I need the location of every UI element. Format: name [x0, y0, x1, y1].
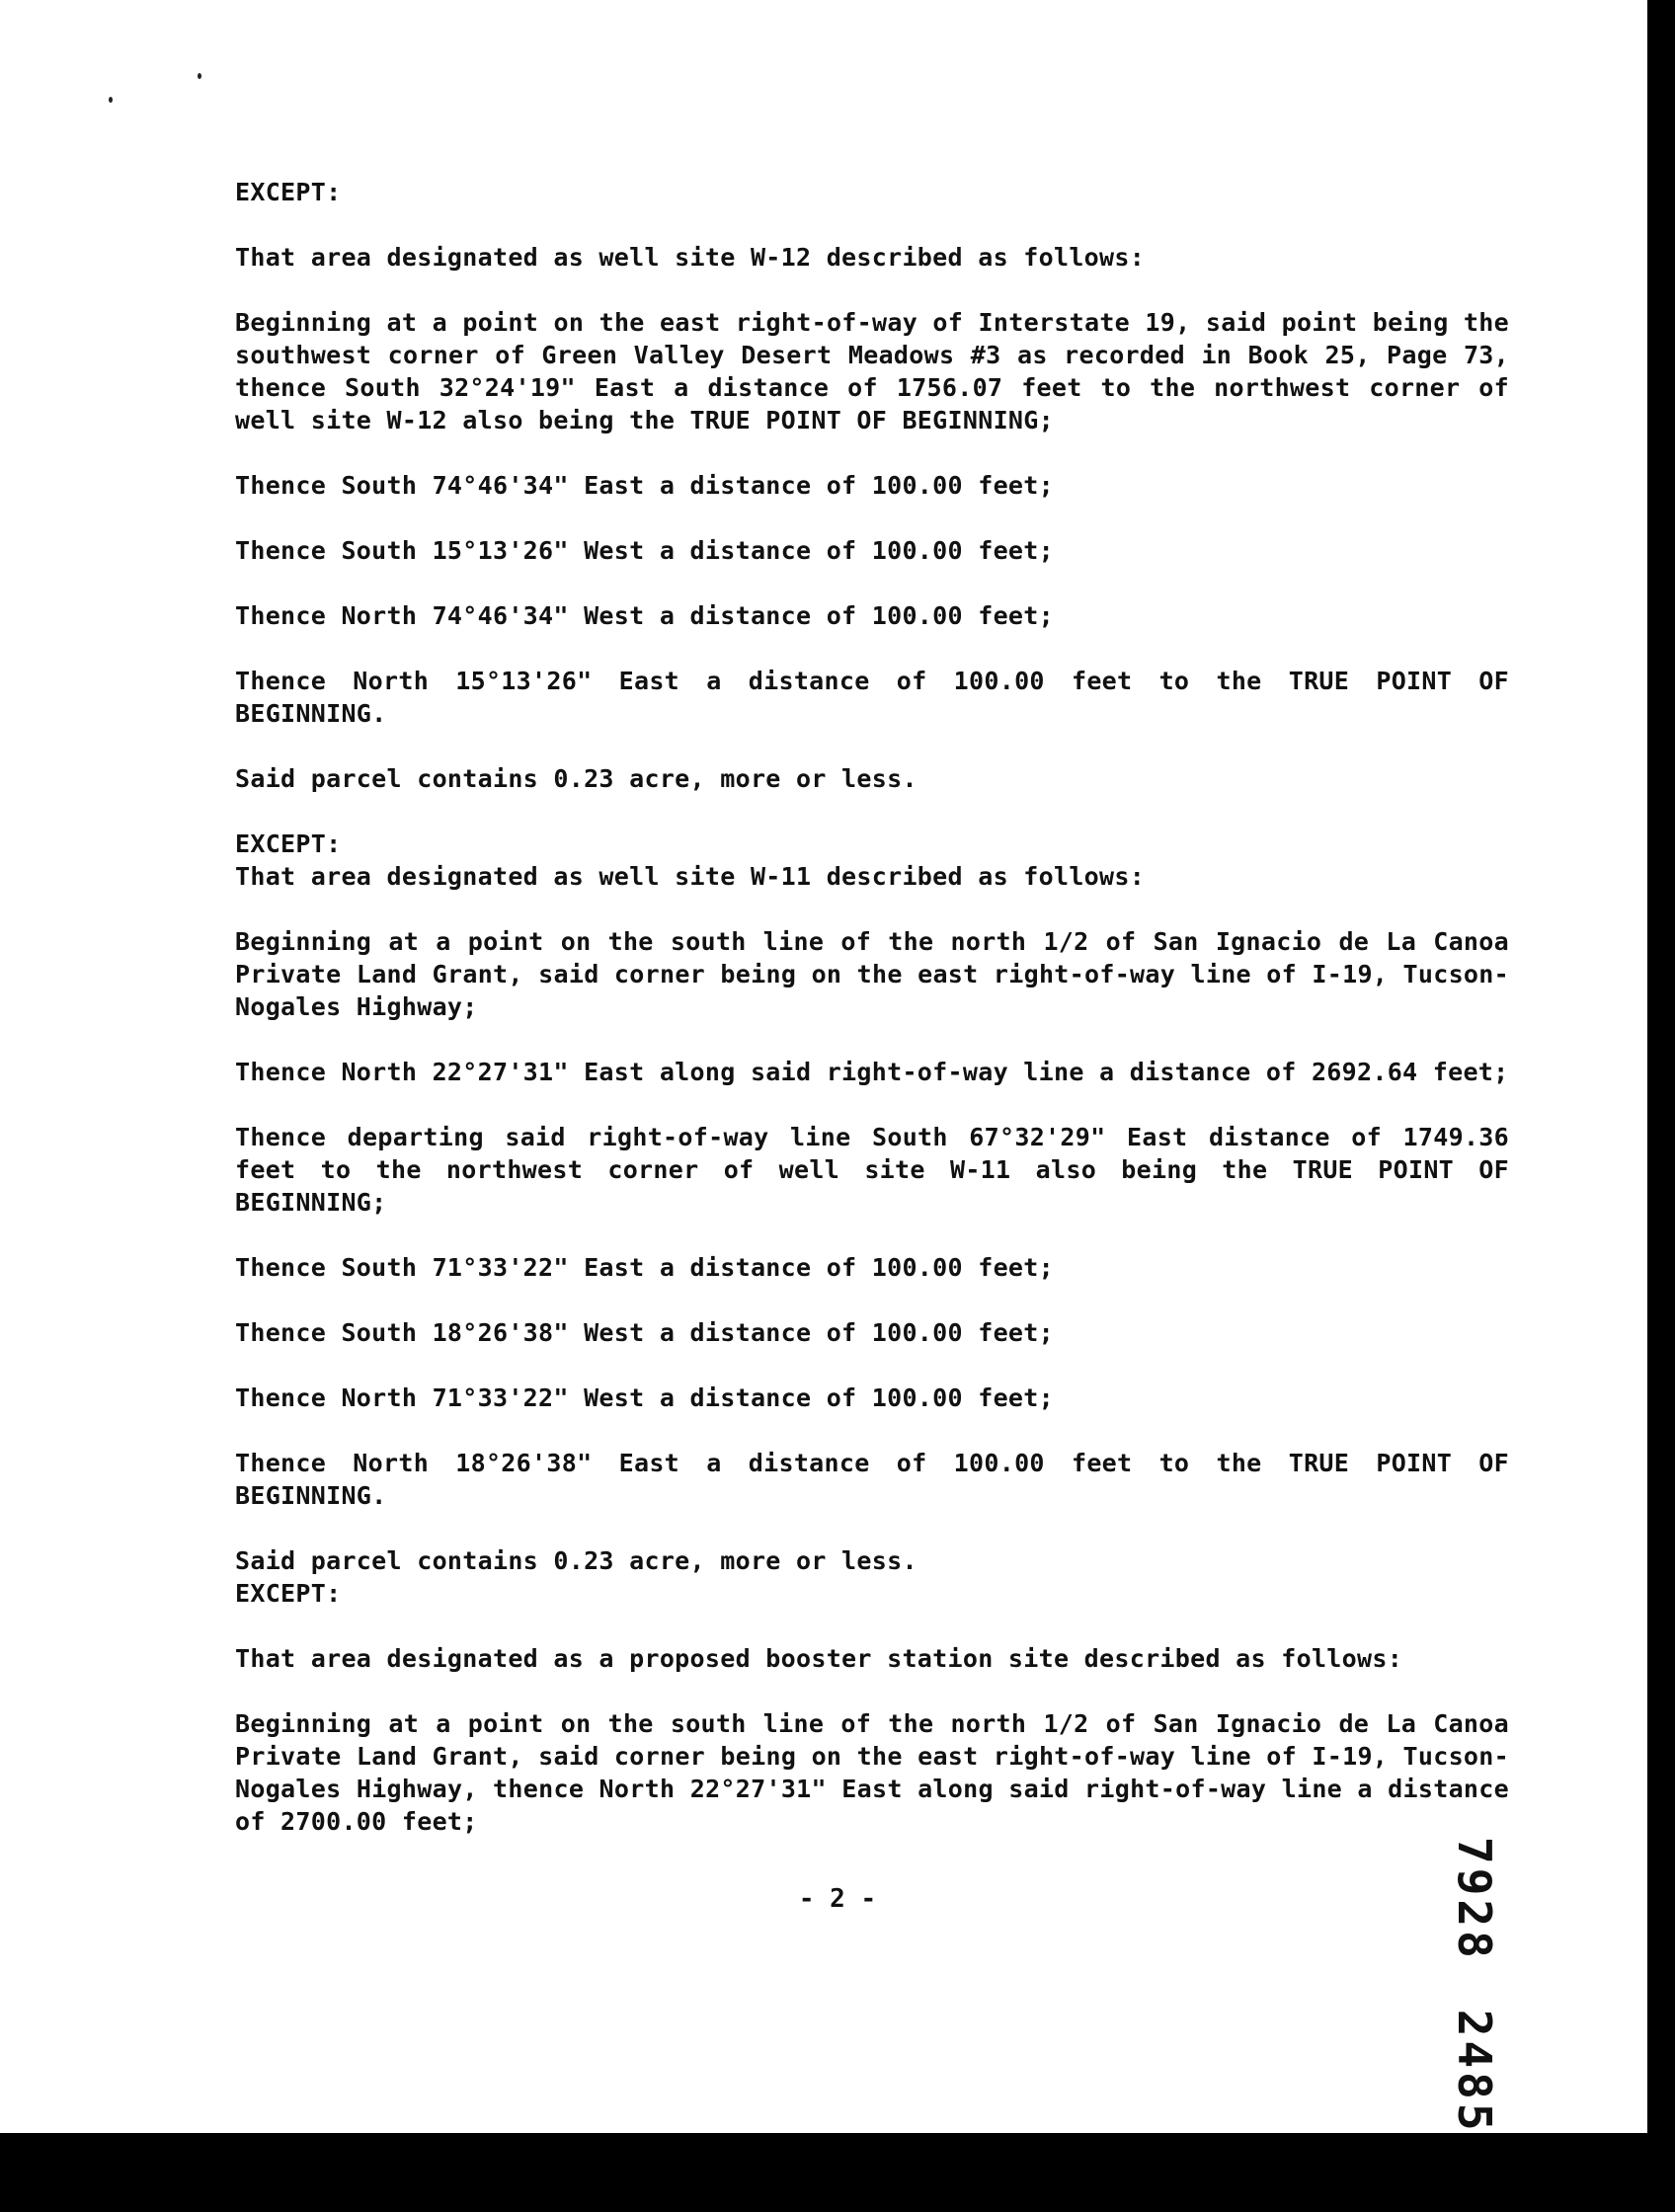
paragraph-w11-course-3: Thence South 71°33'22" East a distance of 100.00 feet; [235, 1253, 1054, 1282]
document-body [235, 176, 1509, 1870]
scan-speck [198, 73, 201, 79]
stamp-page-number: 2485 [1448, 2009, 1501, 2135]
paragraph-w12-course-1: Thence South 74°46'34" East a distance of 100.00 feet; [235, 471, 1054, 500]
paragraph-booster-beginning: Beginning at a point on the south line of the north 1/2 of San Ignacio de La Canoa Private Land Grant, said corner being on the east right-of-way line of I-19, Tucson-Nogales Highway, thence North 22°27'31" East along said right-of-way line a distance of 2700.00 feet; [235, 1709, 1509, 1836]
heading-except-3: EXCEPT: [235, 1579, 342, 1608]
paragraph-w12-intro: That area designated as well site W-12 described as follows: [235, 243, 1146, 272]
paragraph-w12-course-2: Thence South 15°13'26" West a distance of 100.00 feet; [235, 536, 1054, 565]
stamp-book-number: 7928 [1448, 1837, 1501, 1962]
heading-except-1: EXCEPT: [235, 178, 342, 206]
paragraph-w11-beginning: Beginning at a point on the south line of the north 1/2 of San Ignacio de La Canoa Private Land Grant, said corner being on the east right-of-way line of I-19, Tucson-Nogales Highway; [235, 927, 1509, 1021]
heading-except-2: EXCEPT: [235, 830, 342, 858]
recording-stamp [1448, 1837, 1501, 2212]
paragraph-w11-course-2: Thence departing said right-of-way line South 67°32'29" East distance of 1749.36 feet to the northwest corner of well site W-11 also being the TRUE POINT OF BEGINNING; [235, 1123, 1509, 1217]
paragraph-booster-intro: That area designated as a proposed booster station site described as follows: [235, 1644, 1403, 1673]
paragraph-w11-area: Said parcel contains 0.23 acre, more or less. [235, 1546, 917, 1575]
paragraph-w12-area: Said parcel contains 0.23 acre, more or less. [235, 764, 917, 793]
paragraph-w11-course-4: Thence South 18°26'38" West a distance of 100.00 feet; [235, 1318, 1054, 1347]
scan-speck [109, 97, 113, 103]
paragraph-w11-intro: That area designated as well site W-11 described as follows: [235, 862, 1146, 891]
paragraph-w12-course-3: Thence North 74°46'34" West a distance of 100.00 feet; [235, 601, 1054, 630]
paragraph-w11-course-6: Thence North 18°26'38" East a distance of 100.00 feet to the TRUE POINT OF BEGINNING. [235, 1449, 1509, 1510]
paragraph-w11-course-5: Thence North 71°33'22" West a distance of 100.00 feet; [235, 1383, 1054, 1412]
paragraph-w11-course-1: Thence North 22°27'31" East along said right-of-way line a distance of 2692.64 feet; [235, 1058, 1509, 1086]
paragraph-w12-course-4: Thence North 15°13'26" East a distance of 100.00 feet to the TRUE POINT OF BEGINNING. [235, 667, 1509, 728]
paragraph-w12-beginning: Beginning at a point on the east right-of-way of Interstate 19, said point being the southwest corner of Green Valley Desert Meadows #3 as recorded in Book 25, Page 73, thence South 32°24'19" East a distance of 1756.07 feet to the northwest corner of well site W-12 also being the TRUE POINT OF BEGINNING; [235, 308, 1509, 434]
page-number: - 2 - [798, 1884, 877, 1914]
